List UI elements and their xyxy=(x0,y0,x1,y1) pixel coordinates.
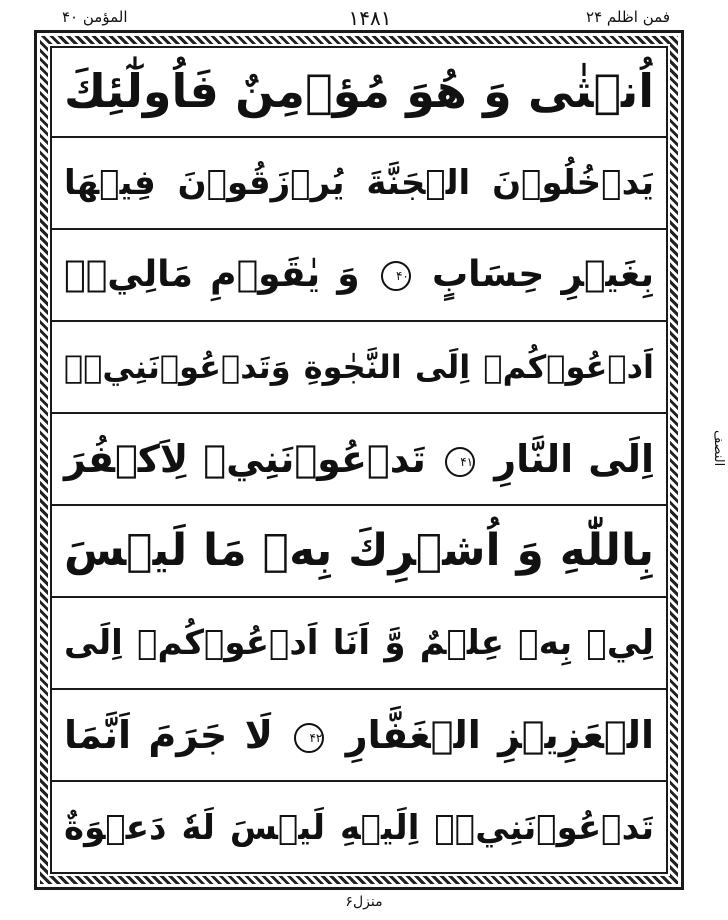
line-text-part: بِغَيۡرِ حِسَابٍ xyxy=(432,254,654,295)
line-text: يَدۡخُلُوۡنَ الۡجَنَّةَ يُرۡزَقُوۡنَ فِيۡهَا xyxy=(64,163,654,203)
text-line-4 xyxy=(50,322,668,414)
ayah-marker: ۴۱ xyxy=(445,447,475,477)
text-line-2 xyxy=(50,138,668,230)
line-text: لِيۡ بِهٖ عِلۡمٌ وَّ اَنَا اَدۡعُوۡكُمۡ اِلَى xyxy=(64,623,654,663)
line-text-part: لَا جَرَمَ اَنَّمَا xyxy=(64,713,273,757)
surah-label: المؤمن ۴۰ xyxy=(62,8,128,26)
line-text xyxy=(64,229,654,321)
text-line-1 xyxy=(50,46,668,138)
line-text xyxy=(64,689,654,781)
page-number: ۱۴۸۱ xyxy=(348,6,392,30)
text-line-9 xyxy=(50,782,668,874)
line-text-part: تَدۡعُوۡنَنِيۡ لِاَكۡفُرَ xyxy=(64,437,426,481)
line-text: اُنۡثٰى وَ هُوَ مُؤۡمِنٌ فَاُولٰٓئِكَ xyxy=(64,64,654,118)
line-text-part: الۡعَزِيۡزِ الۡغَفَّارِ xyxy=(345,713,655,757)
line-text: بِاللّٰهِ وَ اُشۡرِكَ بِهٖ مَا لَيۡسَ xyxy=(64,525,654,576)
text-line-5 xyxy=(50,414,668,506)
text-area xyxy=(50,46,668,874)
ayah-marker: ۴۲ xyxy=(294,723,324,753)
text-line-8 xyxy=(50,690,668,782)
text-line-3 xyxy=(50,230,668,322)
line-text: اَدۡعُوۡكُمۡ اِلَى النَّجٰوةِ وَتَدۡعُوۡنَنِيۡۤ xyxy=(64,348,654,386)
line-text-part: اِلَى النَّارِ xyxy=(494,437,655,481)
line-text: تَدۡعُوۡنَنِيۡۤ اِلَيۡهِ لَيۡسَ لَهٗ دَعۡوَةٌ xyxy=(64,808,654,848)
juz-label: فمن اظلم ۲۴ xyxy=(586,8,670,26)
ayah-marker: ۴۰ xyxy=(381,261,411,291)
line-text xyxy=(64,413,654,505)
text-line-6 xyxy=(50,506,668,598)
text-line-7 xyxy=(50,598,668,690)
page-footer: منزل۶ xyxy=(345,894,383,910)
margin-note: النصف xyxy=(711,430,726,467)
line-text-part: وَ يٰقَوۡمِ مَالِيۡۤ xyxy=(64,254,360,295)
